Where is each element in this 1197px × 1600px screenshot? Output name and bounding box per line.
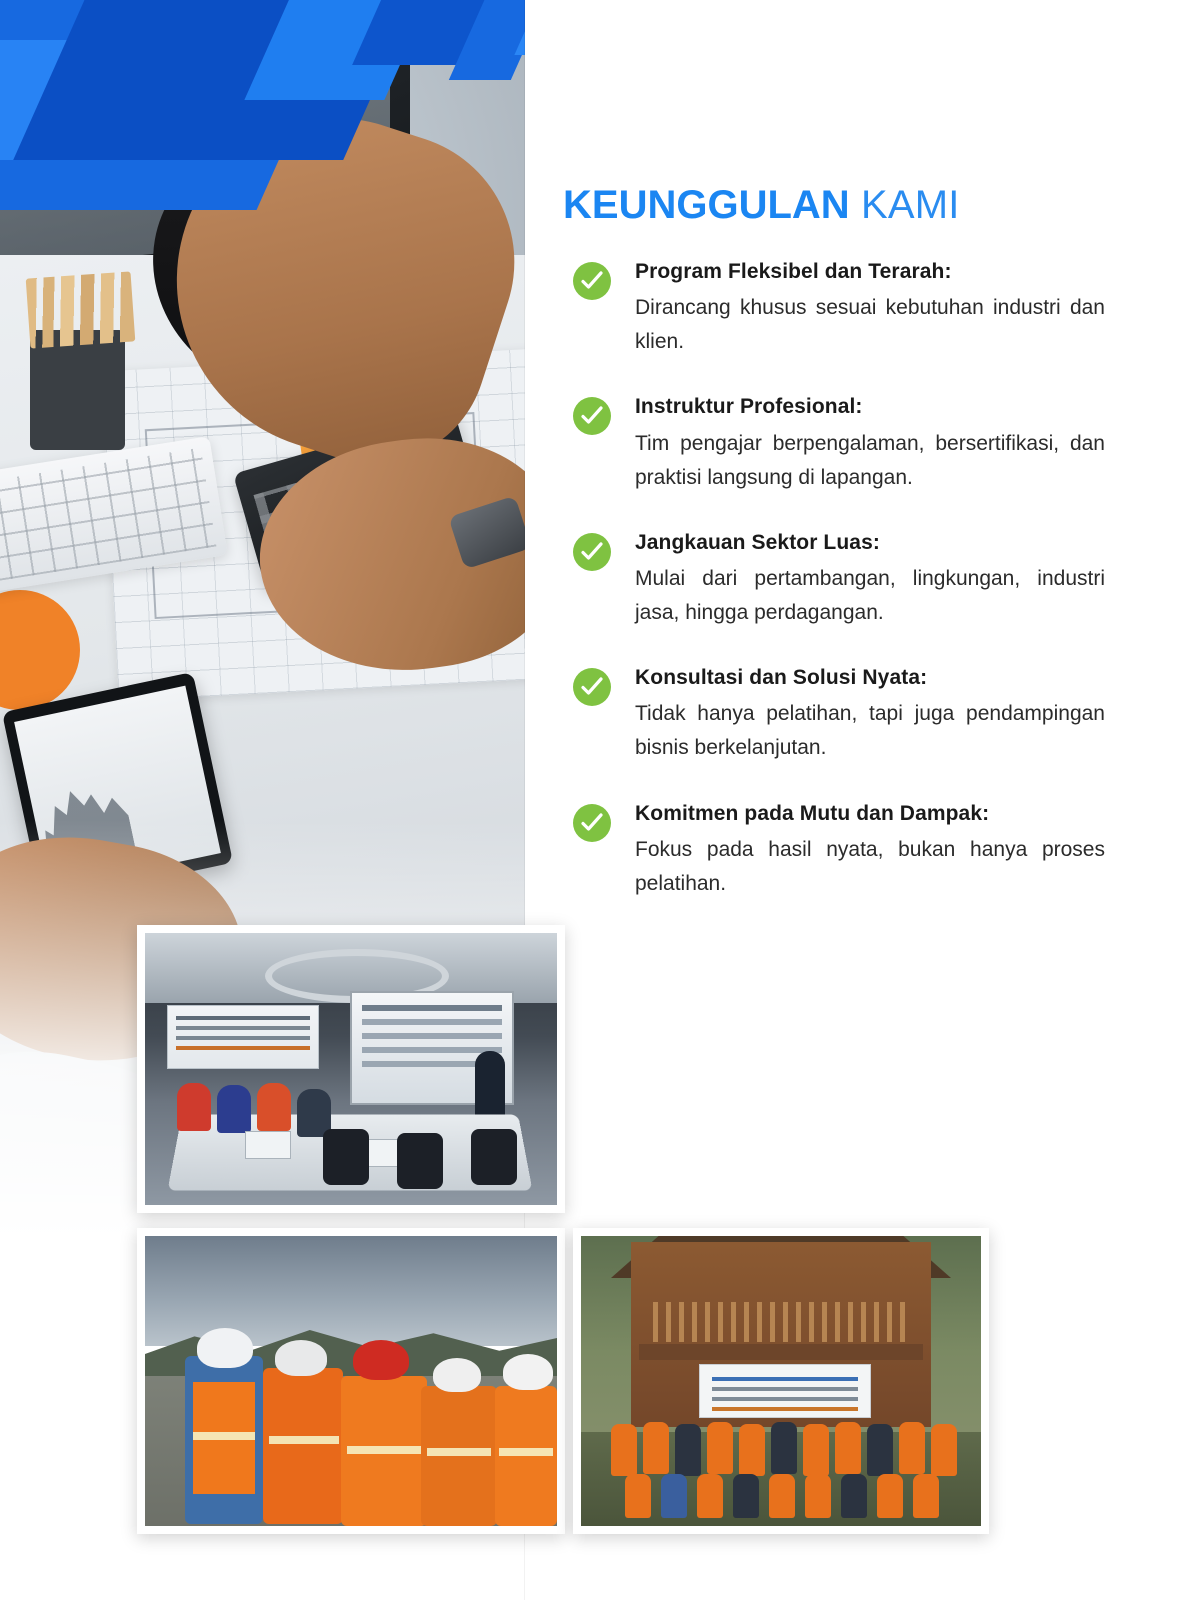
field-workers-photo bbox=[137, 1228, 565, 1534]
white-helmet-icon bbox=[433, 1358, 481, 1392]
white-helmet-icon bbox=[275, 1340, 327, 1376]
advantages-list bbox=[563, 258, 1108, 935]
advantage-title: Instruktur Profesional: bbox=[635, 395, 863, 419]
laptop bbox=[245, 1131, 291, 1159]
office-chair bbox=[397, 1133, 443, 1189]
check-circle-icon bbox=[573, 804, 611, 842]
page-title bbox=[563, 183, 960, 228]
attendee bbox=[177, 1083, 211, 1131]
content-column bbox=[525, 0, 1197, 1600]
check-circle-icon bbox=[573, 533, 611, 571]
attendee bbox=[257, 1083, 291, 1131]
vest-stripe bbox=[193, 1432, 255, 1440]
advantage-body: Fokus pada hasil nyata, bukan hanya proses pelatihan. bbox=[635, 837, 1105, 895]
worker bbox=[421, 1386, 497, 1526]
meeting-room-photo bbox=[137, 925, 565, 1213]
worker bbox=[263, 1368, 343, 1524]
list-item bbox=[563, 664, 1108, 765]
advantage-title: Konsultasi dan Solusi Nyata: bbox=[635, 666, 928, 690]
advantage-body: Dirancang khusus sesuai kebutuhan industri dan klien. bbox=[635, 296, 1105, 354]
advantage-body: Tim pengajar berpengalaman, bersertifikasi, dan praktisi langsung di lapangan. bbox=[635, 431, 1105, 489]
page-title-bold: KEUNGGULAN bbox=[563, 183, 850, 227]
advantage-body: Mulai dari pertambangan, lingkungan, industri jasa, hingga perdagangan. bbox=[635, 567, 1105, 625]
sky bbox=[145, 1236, 557, 1346]
presenter bbox=[475, 1051, 505, 1123]
list-item bbox=[563, 529, 1108, 630]
field-workers-image bbox=[145, 1236, 557, 1526]
advantage-title: Komitmen pada Mutu dan Dampak: bbox=[635, 801, 990, 825]
pencil-cup bbox=[30, 330, 125, 450]
advantage-body: Tidak hanya pelatihan, tapi juga pendampingan bisnis berkelanjutan. bbox=[635, 702, 1105, 760]
check-circle-icon bbox=[573, 397, 611, 435]
vest-stripe bbox=[427, 1448, 491, 1456]
vest-stripe bbox=[269, 1436, 339, 1444]
white-helmet-icon bbox=[197, 1328, 253, 1368]
office-chair bbox=[323, 1129, 369, 1185]
advantage-title: Jangkauan Sektor Luas: bbox=[635, 530, 880, 554]
vest-stripe bbox=[347, 1446, 421, 1454]
list-item bbox=[563, 393, 1108, 494]
meeting-room-image bbox=[145, 933, 557, 1205]
check-circle-icon bbox=[573, 668, 611, 706]
attendee bbox=[217, 1085, 251, 1133]
page-title-light: KAMI bbox=[861, 183, 960, 227]
red-helmet-icon bbox=[353, 1340, 409, 1380]
list-item bbox=[563, 800, 1108, 901]
event-banner bbox=[167, 1005, 319, 1069]
pencils bbox=[26, 271, 136, 348]
check-circle-icon bbox=[573, 262, 611, 300]
advantage-title: Program Fleksibel dan Terarah: bbox=[635, 260, 952, 283]
blue-geometric-header bbox=[0, 0, 525, 210]
list-item bbox=[563, 258, 1108, 359]
office-chair bbox=[471, 1129, 517, 1185]
